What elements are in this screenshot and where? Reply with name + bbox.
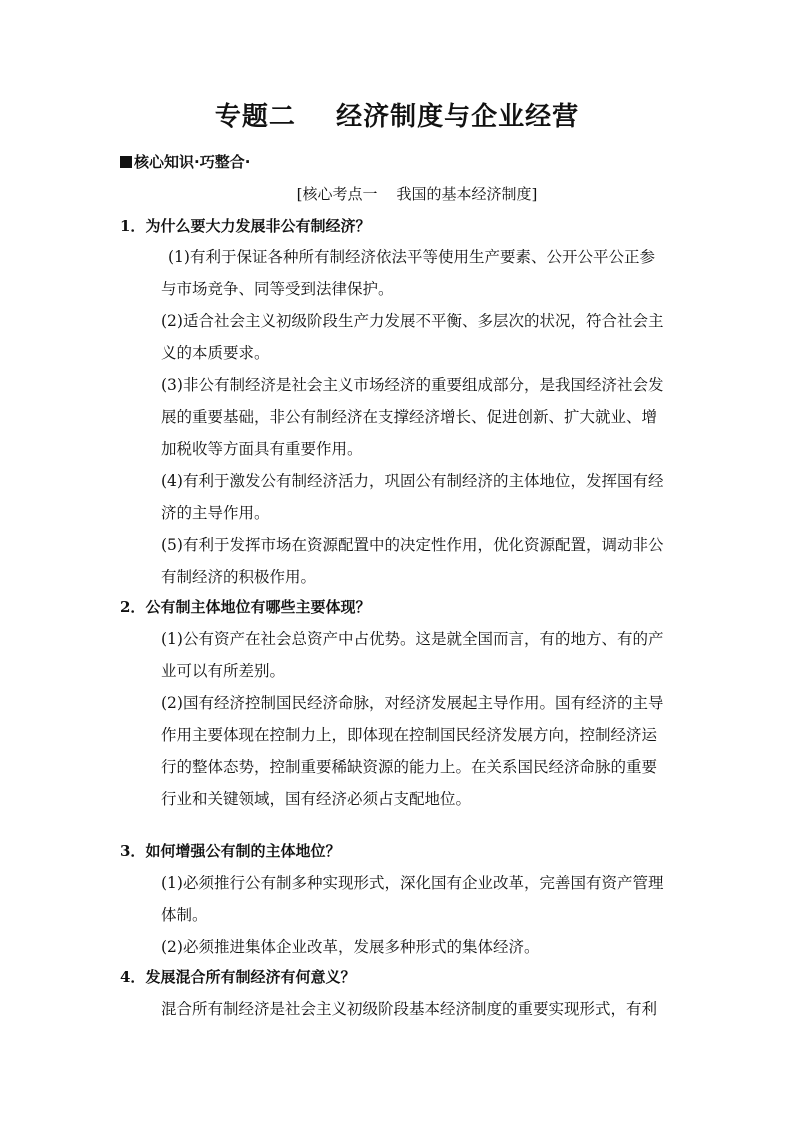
question-1 [120,216,370,236]
question-text: 如何增强公有制的主体地位？ [145,842,341,860]
answer-line: 业可以有所差别。 [161,662,286,680]
answer-line: 混合所有制经济是社会主义初级阶段基本经济制度的重要实现形式，有利 [161,1000,658,1018]
answer-line: (3)非公有制经济是社会主义市场经济的重要组成部分，是我国经济社会发 [161,376,664,394]
black-square-bullet-icon [120,156,132,168]
answer-line: (2)必须推进集体企业改革，发展多种形式的集体经济。 [161,938,540,956]
answer-line: (2)国有经济控制国民经济命脉，对经济发展起主导作用。国有经济的主导 [161,694,664,712]
answer-line: 体制。 [161,906,208,924]
section-label [120,151,250,172]
page-title: 专题二 经济制度与企业经营 [214,102,580,132]
answer-line: (2)适合社会主义初级阶段生产力发展不平衡、多层次的状况，符合社会主 [161,312,664,330]
question-2 [120,597,370,617]
answer-line: (1)公有资产在社会总资产中占优势。这是就全国而言，有的地方、有的产 [161,630,664,648]
answer-line: 加税收等方面具有重要作用。 [161,440,363,458]
answer-line: (1)必须推行公有制多种实现形式，深化国有企业改革，完善国有资产管理 [161,874,664,892]
question-number: 1． [120,217,146,235]
question-number: 3． [120,842,146,860]
answer-line: (4)有利于激发公有制经济活力，巩固公有制经济的主体地位，发挥国有经 [161,472,664,490]
answer-line: 与市场竞争、同等受到法律保护。 [161,280,394,298]
question-4 [120,967,355,987]
question-number: 4． [120,968,146,986]
question-text: 发展混合所有制经济有何意义？ [145,968,356,986]
question-text: 公有制主体地位有哪些主要体现？ [145,598,371,616]
answer-line: 有制经济的积极作用。 [161,568,317,586]
answer-line: (5)有利于发挥市场在资源配置中的决定性作用，优化资源配置，调动非公 [161,536,664,554]
topic-heading: [核心考点一 我国的基本经济制度] [296,185,538,203]
answer-line: 行业和关键领域，国有经济必须占支配地位。 [161,790,472,808]
answer-line: 行的整体态势，控制重要稀缺资源的能力上。在关系国民经济命脉的重要 [161,758,658,776]
answer-line: (1)有利于保证各种所有制经济依法平等使用生产要素、公开公平公正参 [168,248,655,266]
question-3 [120,841,340,861]
question-number: 2． [120,598,146,616]
answer-line: 济的主导作用。 [161,504,270,522]
question-text: 为什么要大力发展非公有制经济？ [145,217,371,235]
answer-line: 作用主要体现在控制力上，即体现在控制国民经济发展方向，控制经济运 [161,726,658,744]
answer-line: 义的本质要求。 [161,344,270,362]
answer-line: 展的重要基础，非公有制经济在支撑经济增长、促进创新、扩大就业、增 [161,408,658,426]
section-label-text: 核心知识·巧整合· [134,153,251,171]
